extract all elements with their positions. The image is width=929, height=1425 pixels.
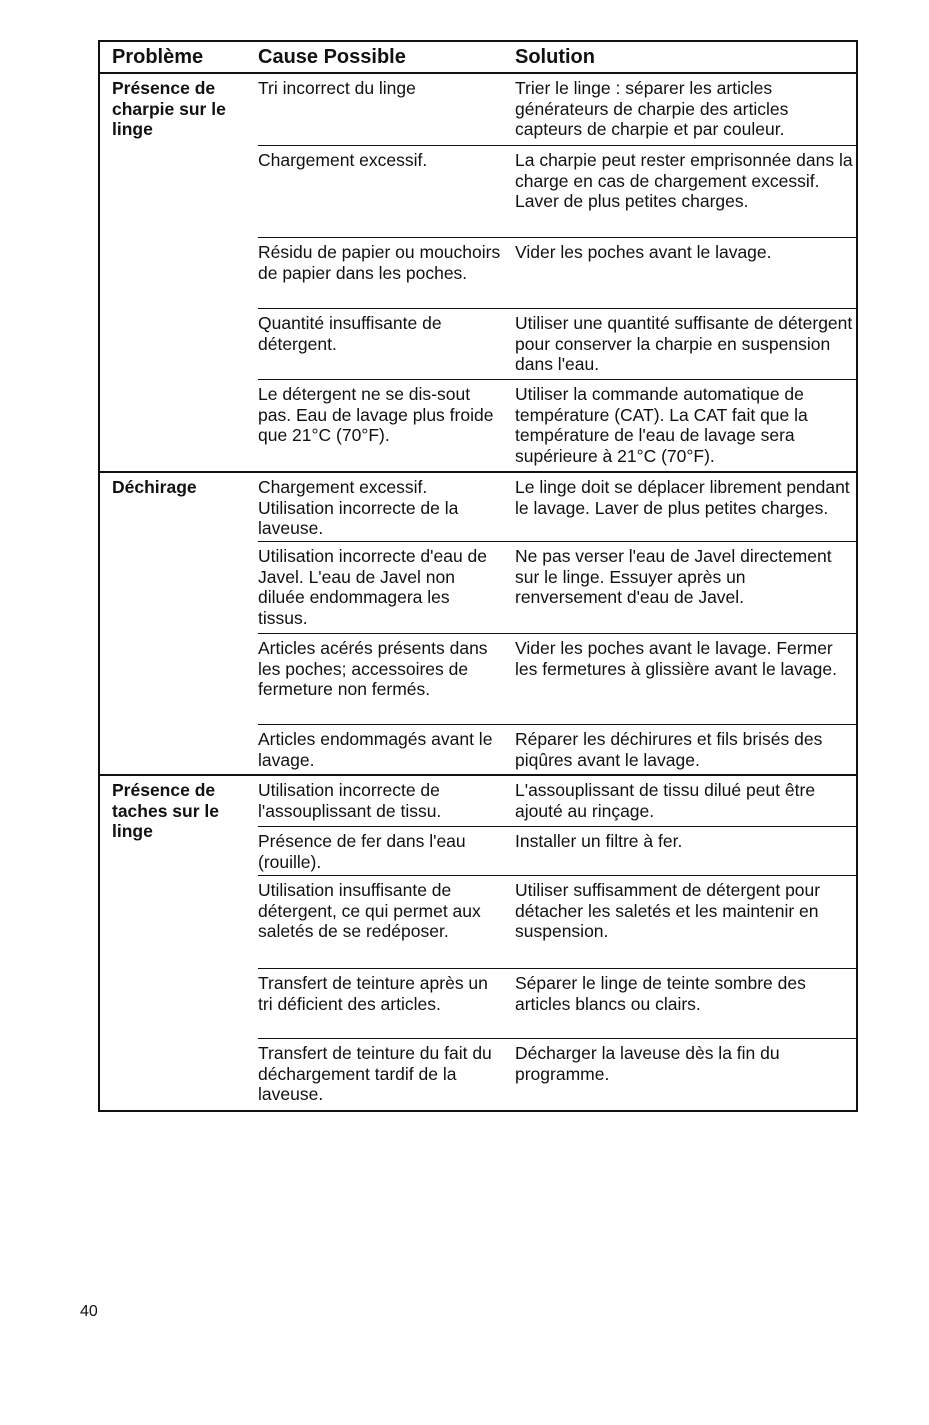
table-row: [258, 473, 856, 543]
solution-cell: Utiliser la commande automatique de température (CAT). La CAT fait que la température de l'eau de lavage sera supérieure à 21°C (70°F).: [515, 384, 808, 466]
table-row: [258, 379, 856, 471]
table-row: [258, 724, 856, 778]
header-cause: Cause Possible: [258, 46, 406, 68]
table-row: [258, 541, 856, 635]
table-row: [258, 776, 856, 826]
table-row: [258, 308, 856, 379]
cause-cell: Utilisation incorrecte d'eau de Javel. L'eau de Javel non diluée endommagera les tissus.: [258, 546, 488, 628]
solution-cell: Installer un filtre à fer.: [515, 831, 683, 851]
cause-cell: Articles acérés présents dans les poches; accessoires de fermeture non fermés.: [258, 638, 488, 699]
solution-cell: Vider les poches avant le lavage. Fermer les fermetures à glissière avant le lavage.: [515, 638, 837, 679]
table-row: [258, 237, 856, 308]
problem-group-stains: [100, 774, 856, 1112]
cause-cell: Utilisation insuffisante de détergent, ce qui permet aux saletés de se redéposer.: [258, 880, 481, 941]
table-row: [258, 1038, 856, 1114]
table-row: [258, 968, 856, 1039]
header-problem: Problème: [112, 46, 204, 68]
table-row: [258, 145, 856, 237]
cause-cell: Quantité insuffisante de détergent.: [258, 313, 442, 354]
cause-cell: Chargement excessif. Utilisation incorrecte de la laveuse.: [258, 477, 459, 538]
solution-cell: Utiliser suffisamment de détergent pour détacher les saletés et les maintenir en suspension.: [515, 880, 821, 941]
troubleshooting-table: [98, 40, 858, 1112]
problem-label: Présence de taches sur le linge: [112, 780, 219, 841]
cause-cell: Articles endommagés avant le lavage.: [258, 729, 493, 770]
solution-cell: Ne pas verser l'eau de Javel directement sur le linge. Essuyer après un renversement d'eau de Javel.: [515, 546, 832, 607]
cause-cell: Utilisation incorrecte de l'assouplissant de tissu.: [258, 780, 442, 821]
table-row: [258, 875, 856, 968]
table-row: [258, 74, 856, 145]
solution-cell: Séparer le linge de teinte sombre des articles blancs ou clairs.: [515, 973, 806, 1014]
cause-cell: Chargement excessif.: [258, 150, 428, 170]
problem-group-lint: [100, 74, 856, 471]
cause-cell: Tri incorrect du linge: [258, 78, 416, 98]
solution-cell: Utiliser une quantité suffisante de détergent pour conserver la charpie en suspension dans l'eau.: [515, 313, 853, 374]
solution-cell: L'assouplissant de tissu dilué peut être ajouté au rinçage.: [515, 780, 816, 821]
page-number: 40: [80, 1303, 98, 1320]
cause-cell: Transfert de teinture du fait du déchargement tardif de la laveuse.: [258, 1043, 492, 1104]
cause-cell: Résidu de papier ou mouchoirs de papier dans les poches.: [258, 242, 501, 283]
header-solution: Solution: [515, 46, 595, 68]
solution-cell: Le linge doit se déplacer librement pendant le lavage. Laver de plus petites charges.: [515, 477, 850, 518]
cause-cell: Transfert de teinture après un tri déficient des articles.: [258, 973, 488, 1014]
solution-cell: Réparer les déchirures et fils brisés des piqûres avant le lavage.: [515, 729, 823, 770]
table-row: [258, 633, 856, 725]
problem-group-tearing: [100, 471, 856, 776]
problem-label: Présence de charpie sur le linge: [112, 78, 226, 139]
solution-cell: Trier le linge : séparer les articles générateurs de charpie des articles capteurs de charpie et par couleur.: [515, 78, 789, 139]
table-header: [100, 42, 856, 74]
table-row: [258, 826, 856, 876]
solution-cell: La charpie peut rester emprisonnée dans la charge en cas de chargement excessif. Laver de plus petites charges.: [515, 150, 853, 211]
solution-cell: Vider les poches avant le lavage.: [515, 242, 772, 262]
problem-label: Déchirage: [112, 477, 197, 497]
solution-cell: Décharger la laveuse dès la fin du programme.: [515, 1043, 780, 1084]
cause-cell: Présence de fer dans l'eau (rouille).: [258, 831, 466, 872]
cause-cell: Le détergent ne se dis-sout pas. Eau de lavage plus froide que 21°C (70°F).: [258, 384, 494, 445]
